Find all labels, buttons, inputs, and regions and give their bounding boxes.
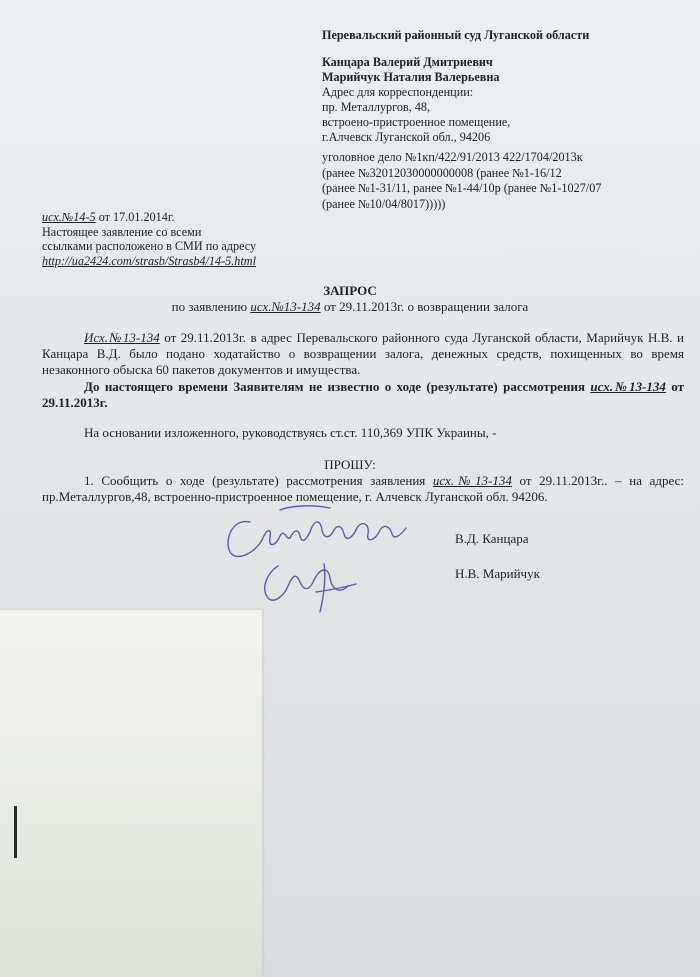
- case-line: уголовное дело №1кп/422/91/2013 422/1704/2013к: [322, 150, 583, 164]
- case-line: (ранее №32012030000000008 (ранее №1-16/12: [322, 165, 562, 180]
- request-heading: ПРОШУ:: [324, 457, 376, 472]
- case-line: (ранее №1-31/11, ранее №1-44/10р (ранее №1-1027/07: [322, 181, 602, 195]
- outgoing-notice: [42, 210, 342, 268]
- court-name: Перевальский районный суд Луганской области: [322, 28, 590, 42]
- outgoing-date: от 17.01.2014г.: [95, 210, 175, 224]
- receipt-mark: [14, 806, 17, 858]
- address-line: встроено-пристроенное помещение,: [322, 115, 511, 129]
- document-subtitle: [0, 299, 700, 315]
- address-line: Адрес для корреспонденции:: [322, 85, 474, 99]
- signer-2-name: Н.В. Марийчук: [455, 566, 540, 581]
- paragraph-1: [42, 330, 684, 378]
- paragraph-2: [42, 379, 684, 411]
- notice-line: Настоящее заявление со всеми: [42, 224, 202, 239]
- outgoing-ref: исх.№14-5: [42, 210, 96, 224]
- paragraph-text: от 29.11.2013г.: [42, 379, 685, 410]
- notice-url-link[interactable]: http://ua2424.com/strasb/Strasb4/14-5.html: [42, 253, 256, 268]
- address-line: пр. Металлургов, 48,: [322, 100, 431, 114]
- paragraph-ref: исх.№13-134: [432, 473, 512, 488]
- paragraph-text: До настоящего времени Заявителям не известно о ходе (результате) рассмотрения: [84, 379, 591, 394]
- subtitle-text: от 29.11.2013г. о возвращении залога: [320, 299, 529, 314]
- overlapping-receipt: [0, 610, 262, 977]
- address-line: г.Алчевск Луганской обл., 94206: [322, 130, 491, 144]
- paragraph-ref: исх.№13-134: [590, 379, 666, 394]
- signer-1-name: В.Д. Канцара: [455, 531, 529, 546]
- case-number-block: [322, 150, 622, 212]
- paragraph-ref: Исх.№13-134: [84, 330, 160, 345]
- handwritten-signatures: [220, 500, 430, 625]
- paragraph-text: 1. Сообщить о ходе (результате) рассмотрения заявления: [84, 473, 433, 488]
- sender-name-2: Марийчук Наталия Валерьевна: [322, 70, 500, 84]
- case-line: (ранее №10/04/8017))))): [322, 196, 446, 211]
- paragraph-text: от 29.11.2013г.. – на адрес: пр.Металлургов,48, встроенно-пристроенное помещение, г. Алчевск Луганской обл. 94206.: [42, 473, 684, 504]
- recipient-sender-block: [322, 28, 662, 145]
- subtitle-ref: исх.№13-134: [250, 299, 321, 314]
- document-title: ЗАПРОС: [323, 283, 377, 298]
- paragraph-text: от 29.11.2013г. в адрес Перевальского районного суда Луганской области, Марийчук Н.В. и Канцара В.Д. было подано ходатайство о возвращении залога, денежных средств, похищенных во время незаконного обыска 60 пакетов документов и имущества.: [42, 330, 685, 377]
- notice-line: ссылками расположено в СМИ по адресу: [42, 239, 257, 253]
- subtitle-text: по заявлению: [171, 299, 251, 314]
- paragraph-3: На основании изложенного, руководствуясь ст.ст. 110,369 УПК Украины, -: [84, 425, 497, 440]
- sender-name-1: Канцара Валерий Дмитриевич: [322, 55, 493, 69]
